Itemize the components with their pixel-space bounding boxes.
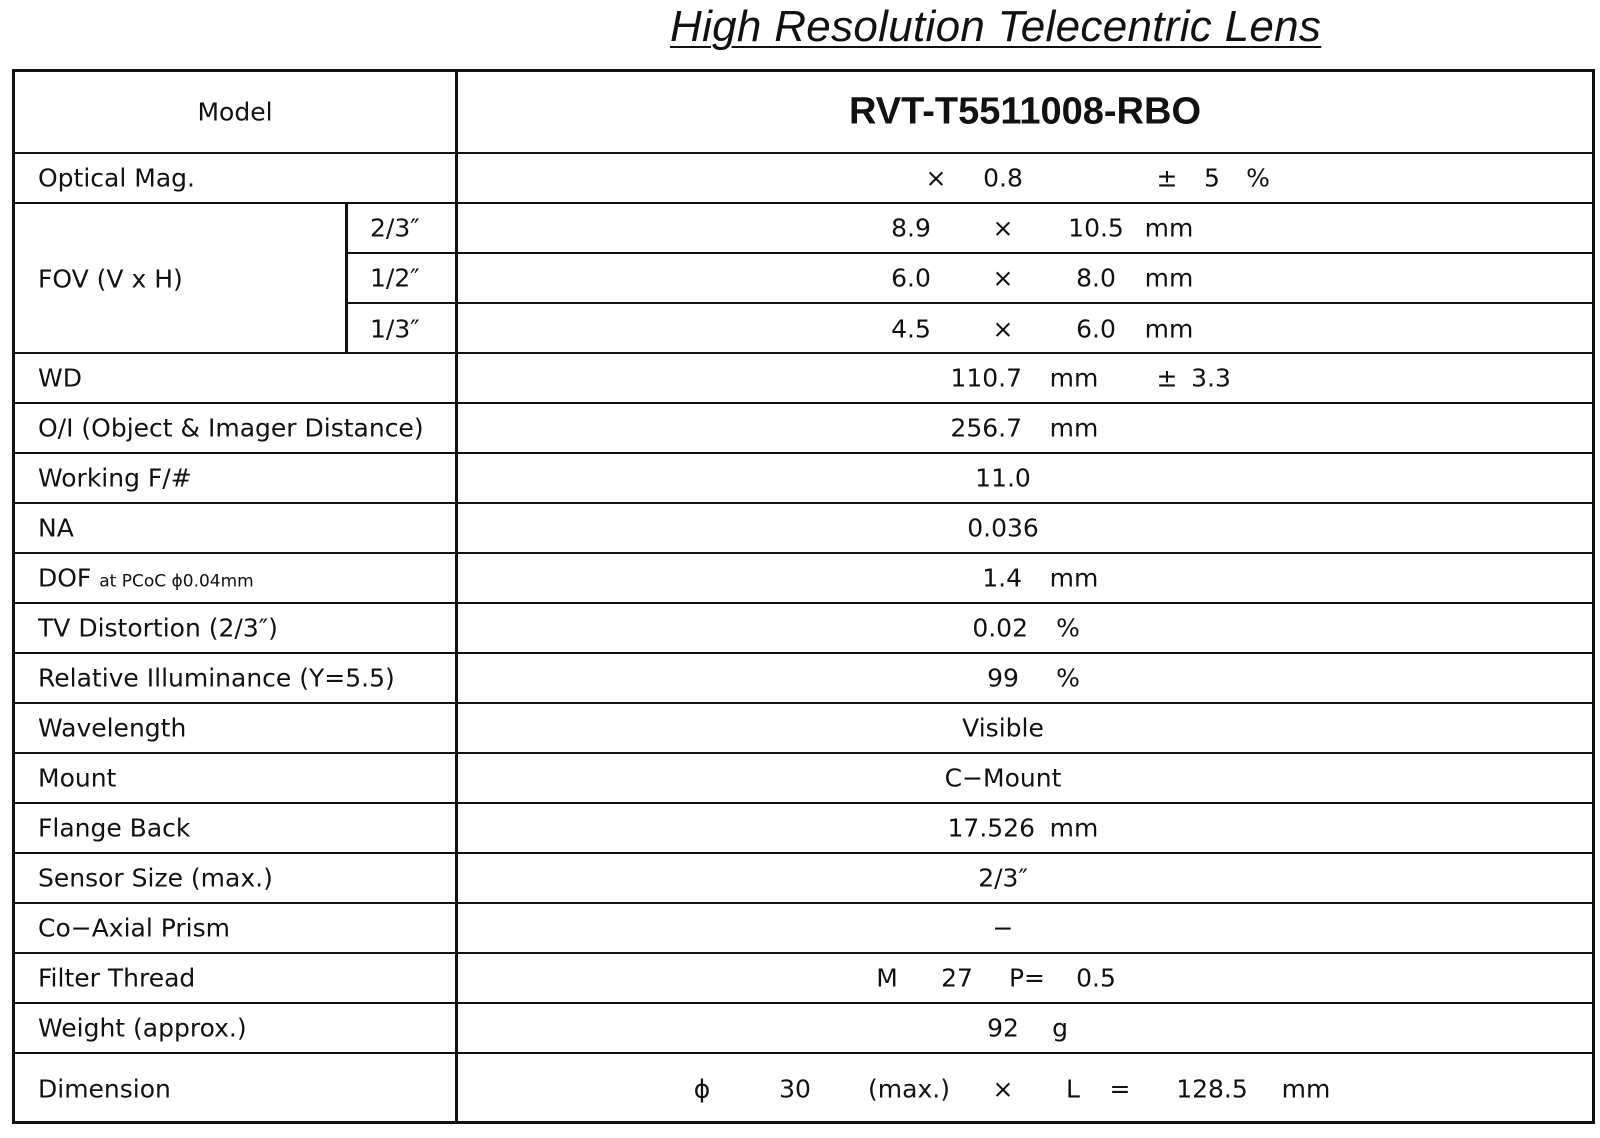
optical-mag-times: × (925, 163, 947, 193)
weight-label: Weight (approx.) (38, 1013, 247, 1043)
row-oi (15, 402, 1592, 452)
column-divider (455, 1004, 458, 1052)
mount-label: Mount (38, 763, 117, 793)
tvd-unit: % (1056, 613, 1080, 643)
fov-row (458, 204, 1592, 252)
mount-value: C−Mount (944, 763, 1062, 793)
sensor-value: 2/3″ (978, 863, 1028, 893)
row-tv-distortion (15, 602, 1592, 652)
dof-condition: at PCoC ϕ0.04mm (99, 571, 254, 592)
flange-label: Flange Back (38, 813, 191, 843)
fov-h: 8.0 (1076, 263, 1116, 293)
column-divider (455, 854, 458, 902)
dimension-label: Dimension (38, 1074, 171, 1103)
column-divider (455, 654, 458, 702)
optical-mag-tol: 5 (1204, 163, 1220, 193)
column-divider (455, 904, 458, 952)
optical-mag-unit: % (1246, 163, 1270, 193)
tvd-label: TV Distortion (2/3″) (38, 613, 278, 643)
row-na (15, 502, 1592, 552)
dimension-phi: ϕ (693, 1074, 711, 1103)
column-divider (455, 704, 458, 752)
row-dof (15, 552, 1592, 602)
fov-h: 6.0 (1076, 314, 1116, 344)
dof-value: 1.4 (982, 563, 1022, 593)
wd-label: WD (38, 363, 82, 393)
row-relative-illuminance (15, 652, 1592, 702)
row-mount (15, 752, 1592, 802)
fov-sensor-cell (345, 254, 455, 302)
dof-unit: mm (1049, 563, 1099, 593)
dof-label-wrap (38, 564, 254, 593)
row-filter-thread (15, 952, 1592, 1002)
model-value: RVT-T5511008-RBO (848, 90, 1202, 133)
fov-label: FOV (V x H) (38, 264, 183, 294)
oi-value: 256.7 (950, 413, 1022, 443)
fnum-label: Working F/# (38, 463, 192, 493)
row-fov (15, 202, 1592, 354)
row-fnum (15, 452, 1592, 502)
row-wavelength (15, 702, 1592, 752)
column-divider (455, 1054, 458, 1123)
page-title: High Resolution Telecentric Lens (670, 2, 1322, 51)
column-divider (455, 804, 458, 852)
filter-m: M (876, 963, 898, 993)
fnum-value: 11.0 (975, 463, 1031, 493)
dimension-max: (max.) (868, 1074, 950, 1103)
oi-label: O/I (Object & Imager Distance) (38, 413, 424, 443)
dimension-equals: = (1109, 1074, 1131, 1103)
row-flange-back (15, 802, 1592, 852)
row-wd (15, 352, 1592, 402)
na-label: NA (38, 513, 74, 543)
column-divider (455, 504, 458, 552)
dimension-diameter: 30 (779, 1074, 811, 1103)
fov-h: 10.5 (1068, 213, 1124, 243)
weight-value: 92 (987, 1013, 1019, 1043)
dof-label: DOF (38, 563, 92, 593)
wd-value: 110.7 (950, 363, 1022, 393)
prism-value: − (992, 913, 1014, 943)
dimension-unit: mm (1281, 1074, 1331, 1103)
fov-v: 6.0 (891, 263, 931, 293)
row-model (15, 72, 1592, 152)
column-divider (455, 454, 458, 502)
fov-times: × (992, 213, 1014, 243)
wd-unit: mm (1049, 363, 1099, 393)
wd-pm: ± (1156, 363, 1178, 393)
wd-tol: 3.3 (1191, 363, 1231, 393)
sensor-label: Sensor Size (max.) (38, 863, 273, 893)
fov-row (458, 254, 1592, 302)
column-divider (455, 354, 458, 402)
filter-pitch: 0.5 (1076, 963, 1116, 993)
dimension-times: × (992, 1074, 1014, 1103)
optical-mag-label: Optical Mag. (38, 163, 195, 193)
filter-label: Filter Thread (38, 963, 196, 993)
fov-unit: mm (1144, 314, 1194, 344)
dimension-l: L (1066, 1074, 1080, 1103)
na-value: 0.036 (967, 513, 1039, 543)
filter-p: P= (1008, 963, 1046, 993)
flange-unit: mm (1049, 813, 1099, 843)
fov-sensor-cell (345, 204, 455, 252)
fov-v: 4.5 (891, 314, 931, 344)
spec-table (12, 69, 1595, 1124)
column-divider (455, 604, 458, 652)
fov-sensor-label: 2/3″ (370, 213, 420, 243)
fov-times: × (992, 263, 1014, 293)
fov-sensor-label: 1/2″ (370, 263, 420, 293)
ri-label: Relative Illuminance (Y=5.5) (38, 663, 395, 693)
row-coaxial-prism (15, 902, 1592, 952)
row-weight (15, 1002, 1592, 1052)
weight-unit: g (1052, 1013, 1068, 1043)
fov-row (458, 304, 1592, 354)
fov-sensor-cell (345, 304, 455, 354)
column-divider (455, 954, 458, 1002)
row-dimension (15, 1052, 1592, 1123)
column-divider (455, 404, 458, 452)
row-optical-mag (15, 152, 1592, 202)
wavelength-value: Visible (962, 713, 1044, 743)
oi-unit: mm (1049, 413, 1099, 443)
fov-unit: mm (1144, 263, 1194, 293)
column-divider (455, 754, 458, 802)
flange-value: 17.526 (947, 813, 1035, 843)
optical-mag-pm: ± (1156, 163, 1178, 193)
wavelength-label: Wavelength (38, 713, 187, 743)
row-sensor-size (15, 852, 1592, 902)
optical-mag-value: 0.8 (983, 163, 1023, 193)
dimension-length: 128.5 (1176, 1074, 1248, 1103)
prism-label: Co−Axial Prism (38, 913, 230, 943)
fov-v: 8.9 (891, 213, 931, 243)
model-label: Model (197, 97, 273, 127)
filter-size: 27 (941, 963, 973, 993)
fov-unit: mm (1144, 213, 1194, 243)
ri-unit: % (1056, 663, 1080, 693)
fov-sensor-label: 1/3″ (370, 314, 420, 344)
column-divider (455, 154, 458, 202)
fov-times: × (992, 314, 1014, 344)
tvd-value: 0.02 (972, 613, 1028, 643)
ri-value: 99 (987, 663, 1019, 693)
column-divider (455, 554, 458, 602)
